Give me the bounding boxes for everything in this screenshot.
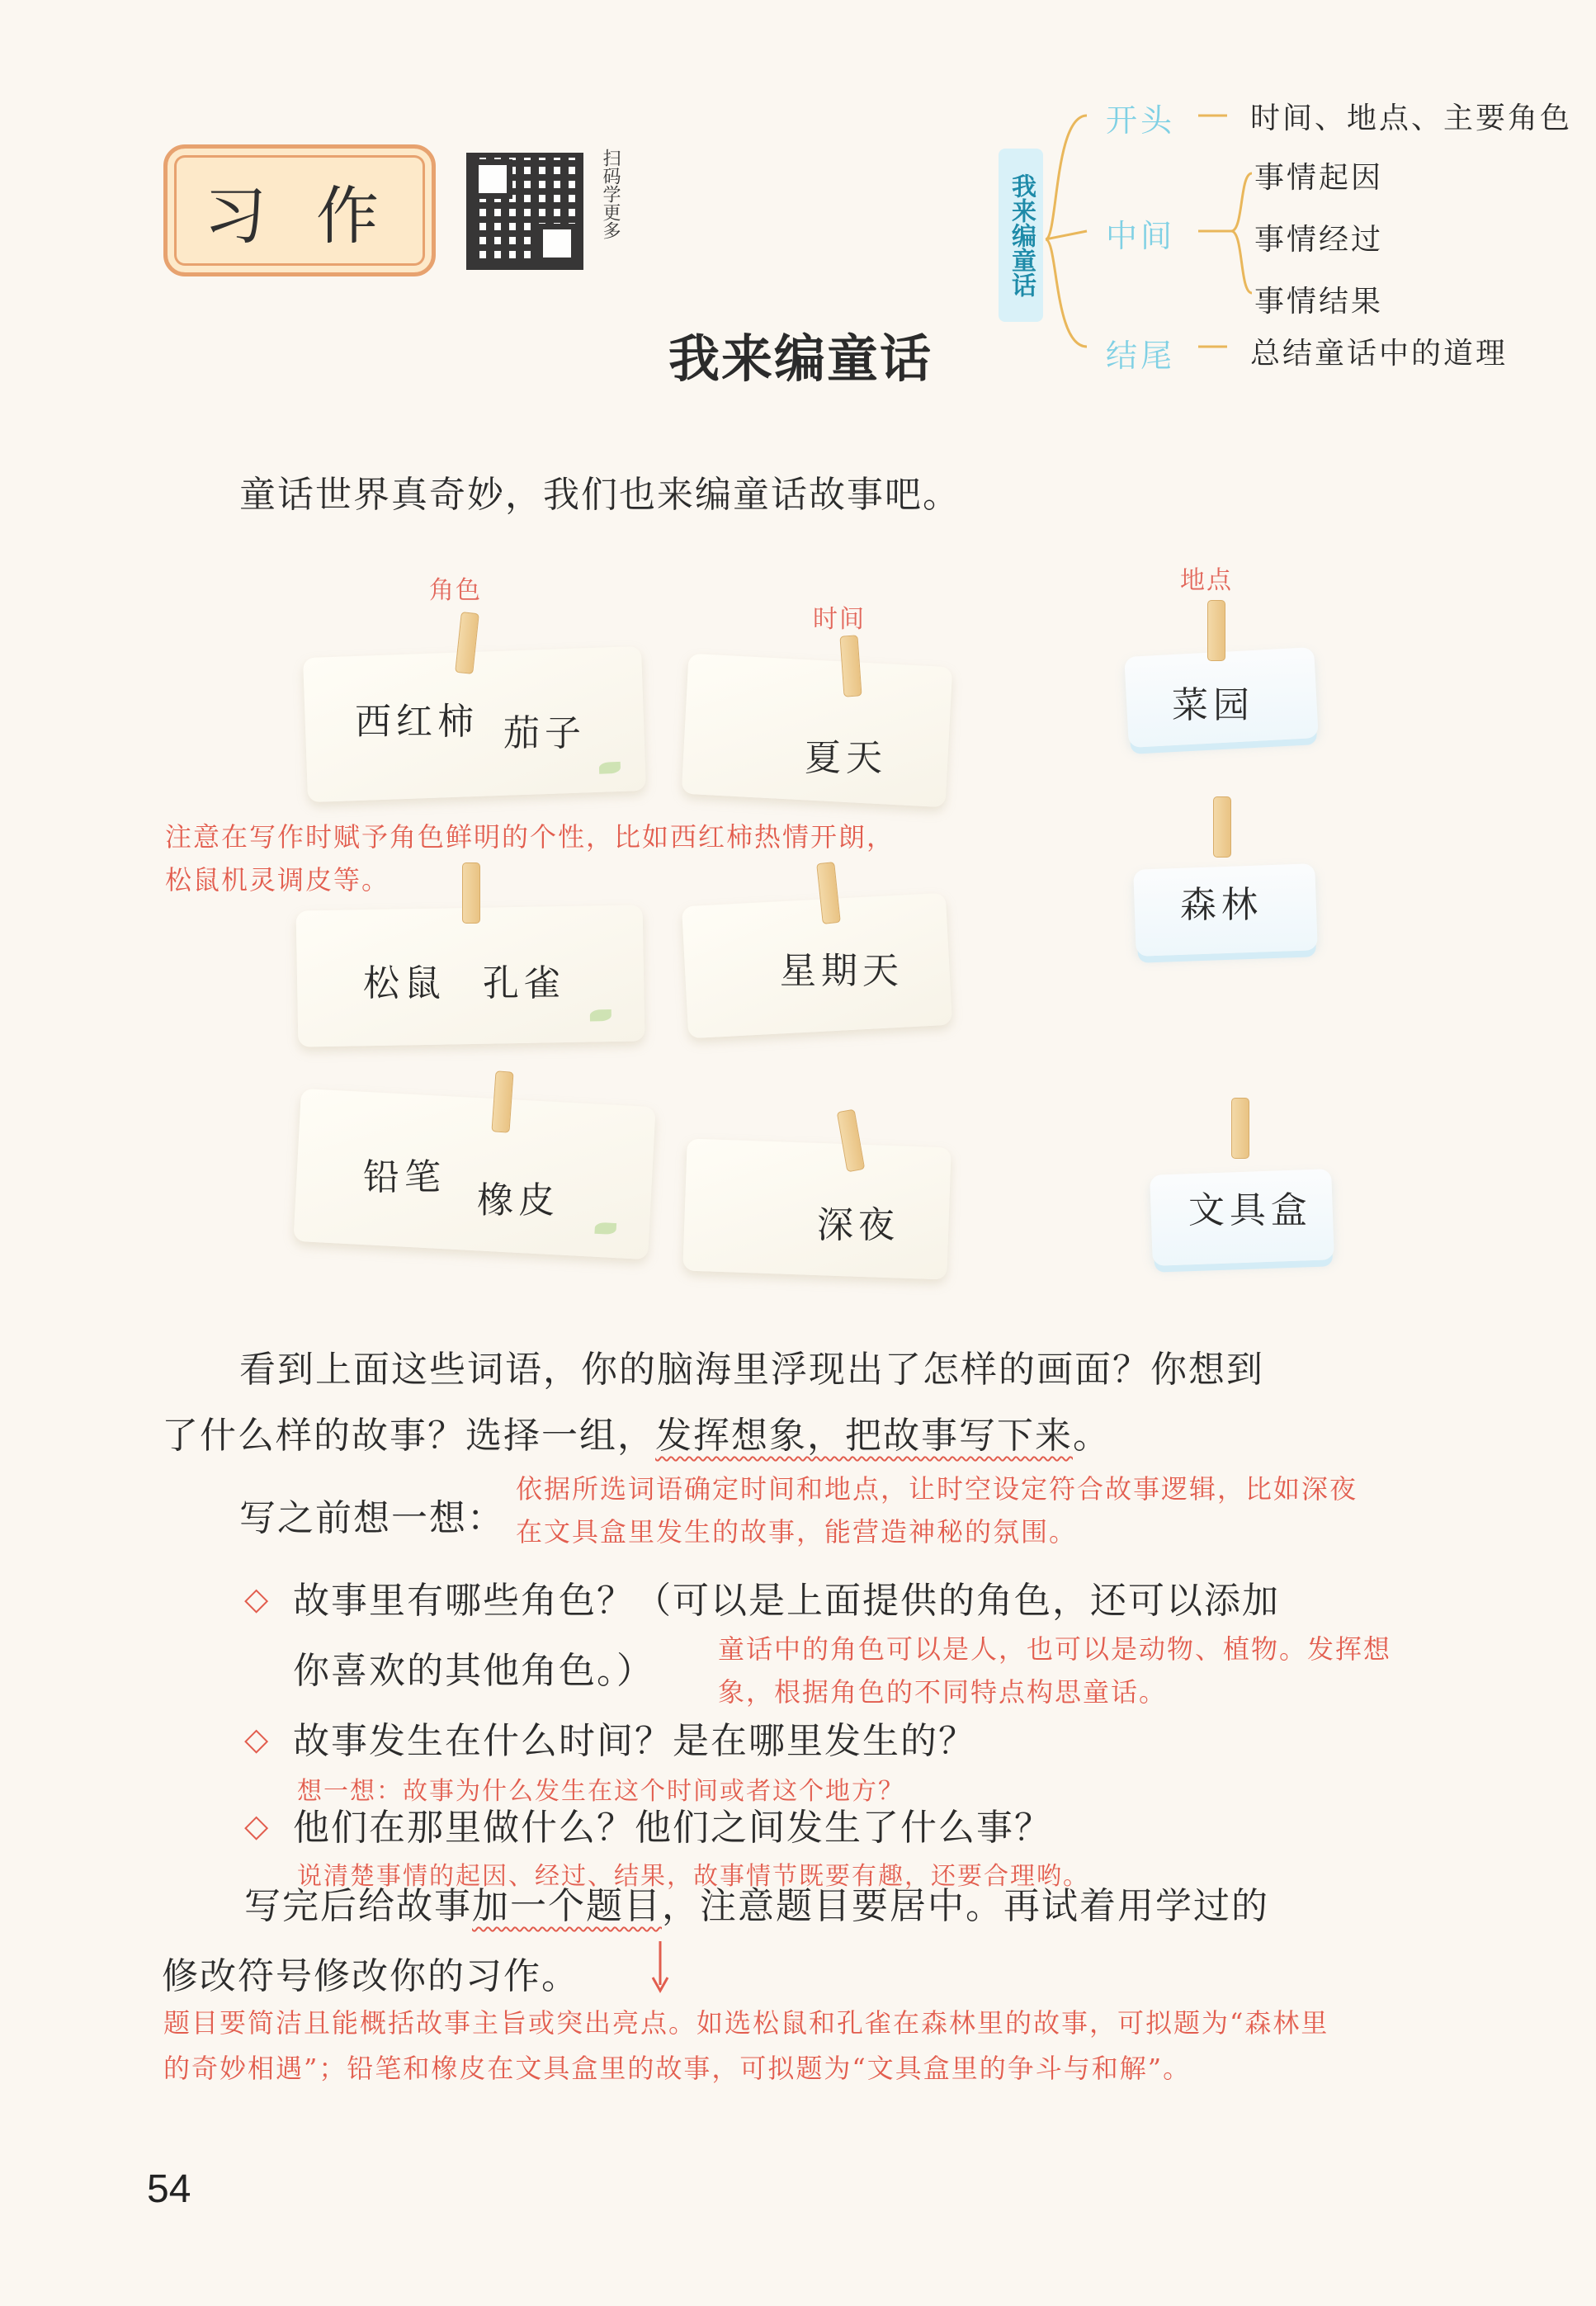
category-label-place: 地点: [1180, 566, 1233, 595]
card-word: 星期天: [780, 950, 904, 992]
leaf-icon: [594, 1222, 616, 1235]
paragraph1-line1: 看到上面这些词语，你的脑海里浮现出了怎样的画面？你想到: [239, 1349, 1264, 1391]
clothespin-icon: [1213, 796, 1231, 858]
structure-item: 时间、地点、主要角色: [1250, 102, 1573, 135]
card-word: 深夜: [817, 1204, 900, 1246]
paragraph2-line2: 修改符号修改你的习作。: [162, 1955, 579, 1997]
structure-part-middle: 中间: [1106, 218, 1176, 254]
paragraph2-line1-a: 写完后给故事: [244, 1885, 472, 1927]
think-first-label: 写之前想一想：: [239, 1497, 505, 1539]
diamond-bullet-icon: ◇: [244, 1807, 269, 1844]
question-1-line1: 故事里有哪些角色？（可以是上面提供的角色，还可以添加: [293, 1580, 1280, 1622]
word-card-roles[interactable]: [296, 905, 645, 1047]
note-time-place-line2: 在文具盒里发生的故事，能营造神秘的氛围。: [516, 1516, 1078, 1548]
clothespin-icon: [839, 635, 862, 697]
paragraph1-line2-a: 了什么样的故事？选择一组，: [162, 1415, 655, 1457]
word-card-roles[interactable]: [293, 1089, 655, 1259]
clothespin-icon: [462, 862, 480, 924]
card-word: 文具盒: [1188, 1189, 1312, 1231]
question-1-line2: 你喜欢的其他角色。）: [293, 1650, 654, 1692]
note-time-place-line1: 依据所选词语确定时间和地点，让时空设定符合故事逻辑，比如深夜: [516, 1473, 1358, 1505]
question-3: 他们在那里做什么？他们之间发生了什么事？: [293, 1807, 1052, 1849]
qr-caption: 扫码学更多: [600, 149, 621, 239]
card-word: 松鼠: [363, 962, 446, 1004]
structure-part-start: 开头: [1106, 102, 1176, 139]
note-question-1-line1: 童话中的角色可以是人，也可以是动物、植物。发挥想: [718, 1633, 1392, 1665]
leaf-icon: [599, 762, 621, 774]
paragraph2-highlight: 加一个题目: [472, 1885, 662, 1927]
clothespin-icon: [1207, 600, 1225, 661]
card-word: 西红柿: [355, 701, 479, 743]
arrow-down-icon: [648, 1940, 673, 1997]
card-word: 橡皮: [477, 1179, 560, 1222]
section-badge: 习作: [163, 144, 436, 276]
structure-part-end: 结尾: [1106, 338, 1176, 374]
clothespin-icon: [1231, 1098, 1249, 1159]
paragraph1-line2: [162, 1403, 1111, 1469]
leaf-icon: [590, 1009, 611, 1021]
card-word: 夏天: [805, 737, 887, 779]
note-personality-line1: 注意在写作时赋予角色鲜明的个性，比如西红柿热情开朗，: [165, 821, 895, 853]
paragraph2-line1: [244, 1874, 1269, 1940]
card-word: 孔雀: [483, 962, 565, 1004]
qr-code-icon[interactable]: [466, 153, 583, 270]
paragraph2-line1-c: ，注意题目要居中。再试着用学过的: [662, 1885, 1269, 1927]
note-question-1-line2: 象，根据角色的不同特点构思童话。: [718, 1676, 1168, 1708]
intro-text: 童话世界真奇妙，我们也来编童话故事吧。: [239, 474, 961, 516]
structure-item: 事情结果: [1254, 285, 1384, 319]
category-label-time: 时间: [813, 605, 866, 634]
note-question-3: 说清楚事情的起因、经过、结果，故事情节既要有趣，还要合理哟。: [297, 1862, 1089, 1891]
structure-item: 事情起因: [1254, 161, 1384, 195]
structure-vertical-label: 我来编童话: [999, 149, 1043, 322]
card-word: 铅笔: [363, 1156, 446, 1198]
note-personality-line2: 松鼠机灵调皮等。: [165, 864, 390, 895]
card-word: 茄子: [503, 712, 586, 754]
note-question-2: 想一想：故事为什么发生在这个时间或者这个地方？: [297, 1777, 904, 1806]
page-title: 我来编童话: [668, 328, 933, 389]
diamond-bullet-icon: ◇: [244, 1721, 269, 1757]
structure-item: 总结童话中的道理: [1250, 337, 1509, 371]
category-label-role: 角色: [429, 576, 482, 605]
card-word: 森林: [1180, 884, 1263, 926]
diamond-bullet-icon: ◇: [244, 1581, 269, 1617]
structure-item: 事情经过: [1254, 223, 1384, 257]
question-2: 故事发生在什么时间？是在哪里发生的？: [293, 1720, 976, 1762]
card-word: 菜园: [1172, 684, 1254, 726]
note-title-line2: 的奇妙相遇”；铅笔和橡皮在文具盒里的故事，可拟题为“文具盒里的争斗与和解”。: [163, 2053, 1192, 2084]
paragraph1-line2-c: 。: [1073, 1415, 1111, 1457]
paragraph1-highlight: 发挥想象，把故事写下来: [655, 1415, 1073, 1457]
page-number: 54: [147, 2167, 191, 2211]
note-title-line1: 题目要简洁且能概括故事主旨或突出亮点。如选松鼠和孔雀在森林里的故事，可拟题为“森林里: [163, 2007, 1329, 2039]
